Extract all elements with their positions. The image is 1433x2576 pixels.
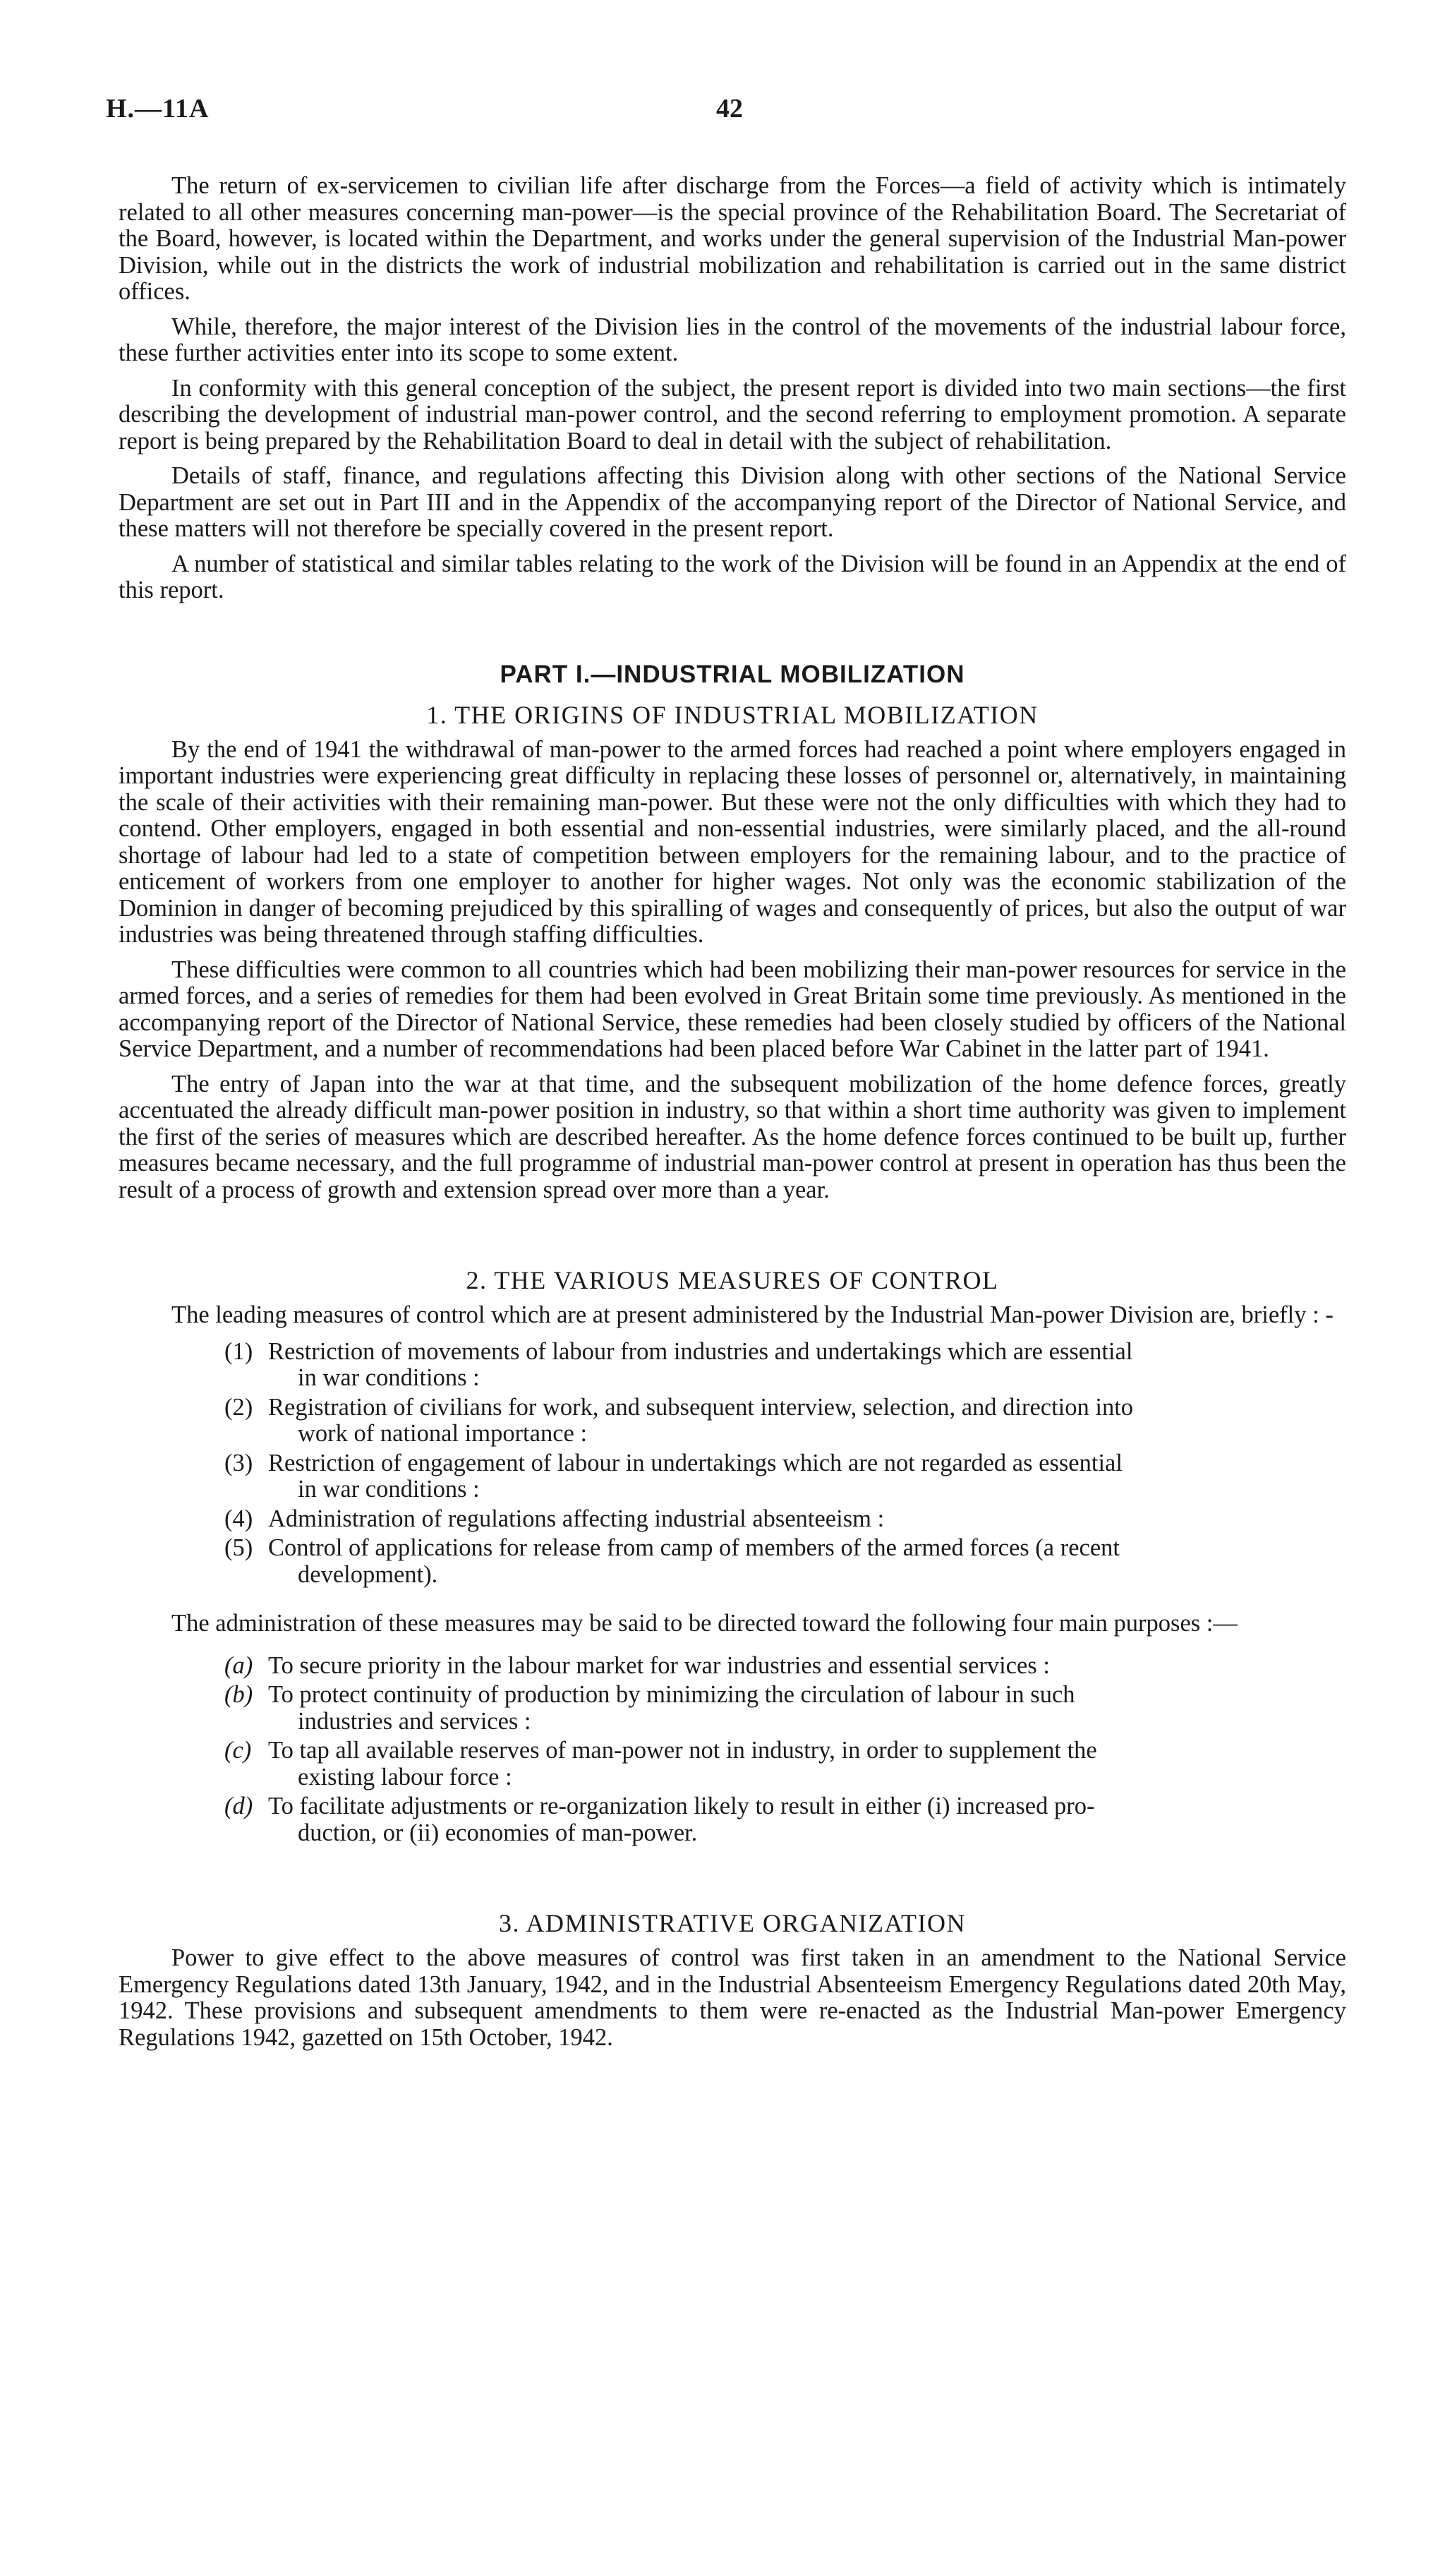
list-item-number: (1) xyxy=(224,1337,253,1365)
purposes-intro: The administration of these measures may be said to be directed toward the following four main purposes :— xyxy=(171,1610,1238,1637)
intro-paragraph: Details of staff, finance, and regulations affecting this Division along with other sections of the National Service Department are set out in Part III and in the Appendix of the accompanying report of the Director of National Service, and these matters will not therefore be specially covered in the present report. xyxy=(119,462,1346,542)
list-item-text-continued: work of national importance : xyxy=(298,1420,588,1447)
list-item-letter: (d) xyxy=(224,1793,253,1819)
list-item xyxy=(119,1738,1346,1790)
list-item-letter: (c) xyxy=(224,1737,252,1764)
list-item-text: Restriction of movements of labour from industries and undertakings which are essential xyxy=(268,1337,1133,1365)
list-item-text: To facilitate adjustments or re-organization likely to result in either (i) increased pro- xyxy=(268,1793,1095,1819)
list-item-letter: (a) xyxy=(224,1651,253,1679)
list-item-number: (2) xyxy=(224,1393,253,1421)
document-code: H.—11A xyxy=(106,94,210,124)
part-title: PART I.—INDUSTRIAL MOBILIZATION xyxy=(500,660,965,688)
list-item-text-continued: industries and services : xyxy=(298,1707,531,1735)
intro-paragraph: In conformity with this general conception of the subject, the present report is divided into two main sections—the first describing the development of industrial man-power control, and the second referring to employment promotion. A separate report is being prepared by the Rehabilitation Board to deal in detail with the subject of rehabilitation. xyxy=(119,374,1346,455)
section-1-paragraph: These difficulties were common to all countries which had been mobilizing their man-power resources for service in the armed forces, and a series of remedies for them had been evolved in Great Britain some time previously. As mentioned in the accompanying report of the Director of National Service, these remedies had been closely studied by officers of the National Service Department, and a number of recommendations had been placed before War Cabinet in the latter part of 1941. xyxy=(119,956,1346,1062)
list-item xyxy=(119,1653,1346,1680)
list-item-text: Restriction of engagement of labour in undertakings which are not regarded as essential xyxy=(268,1449,1123,1476)
list-item-letter: (b) xyxy=(224,1681,253,1708)
list-item xyxy=(119,1506,1346,1533)
page-header xyxy=(106,93,1341,136)
section-2-intro: The leading measures of control which are at present administered by the Industrial Man-power Division are, briefly : - xyxy=(171,1301,1334,1328)
list-item-text: To secure priority in the labour market for war industries and essential services : xyxy=(268,1651,1050,1679)
list-item-number: (3) xyxy=(224,1449,253,1476)
list-item xyxy=(119,1395,1346,1448)
measures-list xyxy=(119,1339,1346,1589)
list-item-text: To tap all available reserves of man-power not in industry, in order to supplement the xyxy=(268,1737,1097,1764)
list-item-text: To protect continuity of production by minimizing the circulation of labour in such xyxy=(268,1681,1075,1708)
list-item-number: (5) xyxy=(224,1534,253,1561)
page-number: 42 xyxy=(716,94,743,124)
purposes-list xyxy=(119,1653,1346,1847)
section-2-title: 2. THE VARIOUS MEASURES OF CONTROL xyxy=(466,1266,999,1294)
list-item-text: Registration of civilians for work, and subsequent interview, selection, and direction into xyxy=(268,1393,1134,1421)
section-1-paragraph: By the end of 1941 the withdrawal of man-power to the armed forces had reached a point where employers engaged in important industries were experiencing great difficulty in replacing these losses of personnel or, alternatively, in maintaining the scale of their activities with their remaining man-power. But these were not the only difficulties with which they had to contend. Other employers, engaged in both essential and non-essential industries, were similarly placed, and the all-round shortage of labour had led to a state of competition between employers for the remaining labour, and to the practice of enticement of workers from one employer to another for higher wages. Not only was the economic stabilization of the Dominion in danger of becoming prejudiced by this spiralling of wages and consequently of prices, but also the output of war industries was being threatened through staffing difficulties. xyxy=(119,735,1346,948)
list-item-text-continued: in war conditions : xyxy=(298,1476,480,1503)
list-item-text: Administration of regulations affecting industrial absenteeism : xyxy=(268,1505,885,1532)
intro-paragraph: A number of statistical and similar tables relating to the work of the Division will be found in an Appendix at the end of this report. xyxy=(119,550,1346,603)
list-item-text: Control of applications for release from camp of members of the armed forces (a recent xyxy=(268,1534,1120,1561)
list-item-text-continued: in war conditions : xyxy=(298,1364,480,1391)
intro-paragraph: The return of ex-servicemen to civilian life after discharge from the Forces—a field of activity which is intimately related to all other measures concerning man-power—is the special province of the Rehabilitation Board. The Secretariat of the Board, however, is located within the Department, and works under the general supervision of the Industrial Man-power Division, while out in the districts the work of industrial mobilization and rehabilitation is carried out in the same district offices. xyxy=(119,172,1346,305)
intro-paragraph: While, therefore, the major interest of the Division lies in the control of the movements of the industrial labour force, these further activities enter into its scope to some extent. xyxy=(119,313,1346,366)
list-item xyxy=(119,1793,1346,1846)
list-item xyxy=(119,1535,1346,1588)
section-1-title: 1. THE ORIGINS OF INDUSTRIAL MOBILIZATION xyxy=(426,700,1039,729)
section-1-paragraph: The entry of Japan into the war at that time, and the subsequent mobilization of the home defence forces, greatly accentuated the already difficult man-power position in industry, so that within a short time authority was given to implement the first of the series of measures which are described hereafter. As the home defence forces continued to be built up, further measures became necessary, and the full programme of industrial man-power control at present in operation has thus been the result of a process of growth and extension spread over more than a year. xyxy=(119,1070,1346,1203)
list-item xyxy=(119,1450,1346,1503)
list-item-text-continued: development). xyxy=(298,1560,438,1588)
section-3-title: 3. ADMINISTRATIVE ORGANIZATION xyxy=(499,1909,966,1937)
list-item-text-continued: duction, or (ii) economies of man-power. xyxy=(298,1819,698,1846)
page-content xyxy=(119,173,1346,2051)
list-item xyxy=(119,1682,1346,1735)
list-item-text-continued: existing labour force : xyxy=(298,1763,512,1790)
list-item xyxy=(119,1339,1346,1392)
list-item-number: (4) xyxy=(224,1505,253,1532)
section-3-paragraph: Power to give effect to the above measures of control was first taken in an amendment to the National Service Emergency Regulations dated 13th January, 1942, and in the Industrial Absenteeism Emergency Regulations dated 20th May, 1942. These provisions and subsequent amendments to them were re-enacted as the Industrial Man-power Emergency Regulations 1942, gazetted on 15th October, 1942. xyxy=(119,1944,1346,2051)
